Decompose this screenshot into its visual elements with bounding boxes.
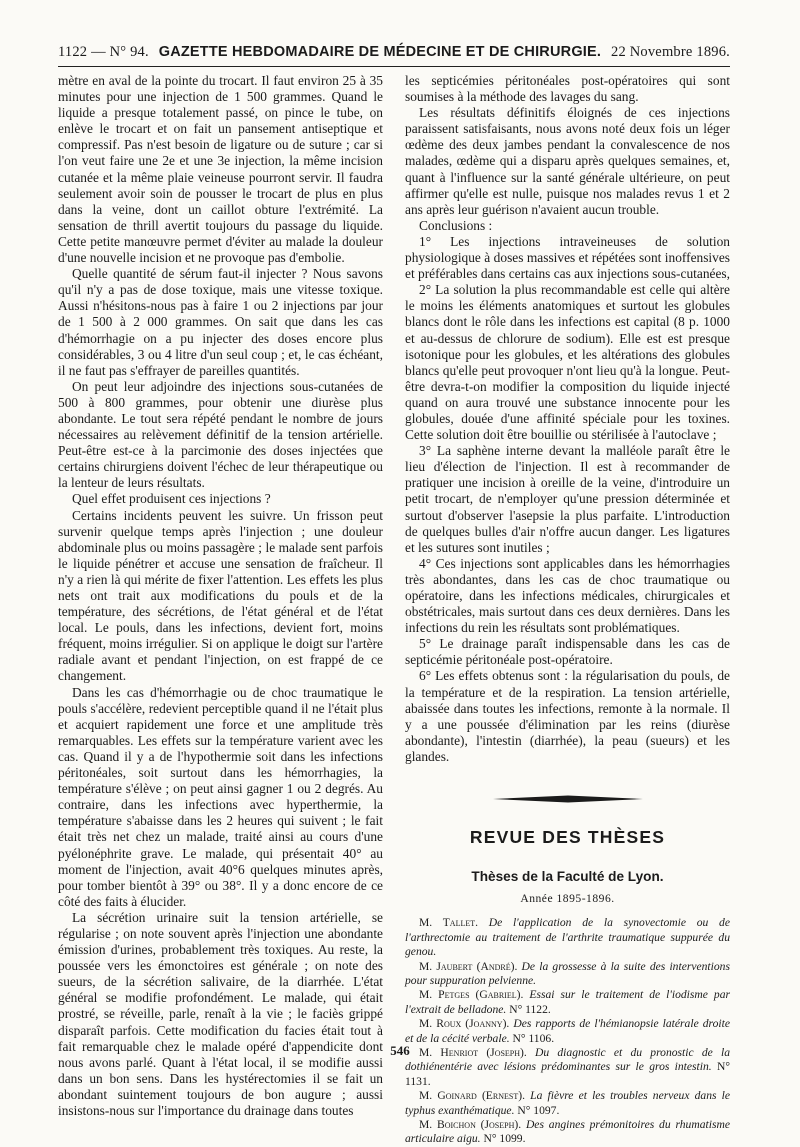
thesis-title: Du diagnostic et du pronostic de la dothiénentérie avec lésions prédominantes sur le gros intestin. xyxy=(405,1045,731,1074)
thesis-author: M. Jaubert (André). xyxy=(419,959,518,973)
academic-year: Année 1895-1896. xyxy=(520,892,615,906)
theses-list xyxy=(405,916,730,1147)
paragraph: les septicémies péritonéales post-opératoires qui sont soumises à la méthode des lavages du sang. xyxy=(405,73,730,105)
paragraph: Dans les cas d'hémorrhagie ou de choc traumatique le pouls s'accélère, redevient perceptible quand il ne l'était plus et acquiert rapidement une force et une amplitude très remarquables. Les effets sur la température varient avec les cas. Quand il y a de l'hypothermie soit dans les infections péritonéales, soit surtout dans les hémorrhagies, la température s'élève ; on peut ainsi gagner 1 ou 2 degrés. Au contraire, dans les infections avec hyperthermie, la température s'abaisse dans les 2 heures qui suivent ; le fait était très net chez un malade, traité ainsi au cours d'une pyélonéphrite grave. Le malade, qui présentait 40° au moment de l'injection, avait 40°6 quelques minutes après, pour tomber bientôt à 39° ou 38°. Il y a donc encore de ce côté des faits à élucider. xyxy=(58,684,383,909)
paragraph: La sécrétion urinaire suit la tension artérielle, se régularise ; on note souvent après l'injection une abondante émission d'urines, probablement très toxiques. Au reste, la poussée vers les émonctoires est générale ; on note des sueurs, de la sécrétion salivaire, de la diarrhée. L'état général se modifie profondément. Le malade, qui était prostré, se réveille, parle, renaît à la vie ; le faciès grippé disparaît parfois. Cette modification du facies était tout à fait remarquable chez le malade opéré d'appendicite dont nous avons parlé. Quant à l'état local, il se modifie aussi dans un bon sens. Dans les hystérectomies il se fait un abondant suintement toujours de bon augure ; aussi insistons-nous sur l'importance du drainage dans toutes xyxy=(58,909,383,1118)
thesis-entry xyxy=(405,960,730,989)
paragraph: Certains incidents peuvent les suivre. Un frisson peut survenir quelque temps après l'injection ; une douleur abdominale plus ou moins passagère ; le malade sent parfois le liquide pénétrer et accuse une sensation de fraîcheur. Il n'y a rien là qui mérite de fixer l'attention. Les effets les plus nets ont trait aux modifications du pouls et de la température, des sécrétions, de l'état général et de l'état local. Le pouls, dans les infections, devient fort, moins fréquent, moins irrégulier. Si on applique le doigt sur l'artère radiale avant et pendant l'injection, on est frappé de ce changement. xyxy=(58,507,383,684)
paragraph: 4° Ces injections sont applicables dans les hémorrhagies très abondantes, dans les cas de choc traumatique ou opératoire, dans les infections médicales, chirurgicales et obstétricales, mais surtout dans ces deux dernières. Dans les infections du rein les résultats sont problématiques. xyxy=(405,555,730,636)
paragraph: mètre en aval de la pointe du trocart. Il faut environ 25 à 35 minutes pour une injection de 1 500 grammes. Quand le liquide a presque totalement passé, on pince le tube, on enlève le trocart et on fait un pansement antiseptique et compressif. Pas n'est besoin de ligature ou de suture ; car si l'on veut faire une 2e et une 3e injection, la même incision cutanée et la même plaie veineuse pourront servir. Il faudra seulement avoir soin de pousser le trocart de plus en plus dans la veine, dont un caillot obture l'extrémité. La sensation de thrill avertit toujours du passage du liquide. Cette petite manœuvre permet d'éviter au malade la douleur d'une nouvelle incision et ne provoque pas d'embolie. xyxy=(58,73,383,266)
thesis-author: M. Tallet. xyxy=(419,916,479,930)
paragraph: 3° La saphène interne devant la malléole paraît être le lieu d'élection de l'injection. Il est à recommander de pratiquer une incision à oreille de la veine, d'introduire un petit trocart, de n'employer qu'une pression déterminée et surtout d'observer l'asepsie la plus parfaite. L'introduction de quelques bulles d'air n'offre aucun danger. Les ligatures et les sutures sont inutiles ; xyxy=(405,443,730,555)
thesis-number: N° 1097. xyxy=(517,1103,560,1117)
paragraph: Conclusions : xyxy=(419,217,493,233)
thesis-title: La fièvre et les troubles nerveux dans le typhus exanthématique. xyxy=(405,1089,730,1117)
thesis-title: Essai sur le traitement de l'iodisme par l'extrait de belladone. xyxy=(405,988,730,1016)
paragraph: Quel effet produisent ces injections ? xyxy=(72,491,271,507)
thesis-author: M. Henriot (Joseph). xyxy=(419,1045,527,1059)
ornamental-divider xyxy=(493,795,643,803)
subsection-title: Thèses de la Faculté de Lyon. xyxy=(471,869,664,885)
thesis-title: Des angines prémonitoires du rhumatisme articulaire aigu. xyxy=(405,1118,730,1146)
thesis-author: M. Roux (Joanny). xyxy=(419,1017,510,1031)
thesis-number: N° 1122. xyxy=(509,1002,551,1016)
thesis-title: De la grossesse à la suite des interventions pour suppuration pelvienne. xyxy=(405,959,730,987)
thesis-author: M. Goinard (Ernest). xyxy=(419,1089,525,1103)
running-header xyxy=(58,44,730,61)
thesis-number: N° 1106. xyxy=(512,1031,555,1045)
thesis-title: Des rapports de l'hémianopsie latérale droite et de la cécité verbale. xyxy=(405,1017,730,1045)
thesis-entry xyxy=(405,988,730,1017)
thesis-entry xyxy=(405,916,730,959)
thesis-author: M. Petges (Gabriel). xyxy=(419,988,524,1002)
paragraph: 1° Les injections intraveineuses de solution physiologique à doses massives et répétées sont inoffensives et préférables dans certains cas aux injections sous-cutanées, xyxy=(405,233,730,282)
paragraph: Les résultats définitifs éloignés de ces injections paraissent satisfaisants, nous avons noté deux fois un léger œdème des deux jambes pendant la convalescence de nos malades, œdème qui a disparu après quelques semaines, et, quant à l'influence sur la santé générale ultérieure, on peut affirmer qu'elle est nulle, puisque nos malades revus 1 et 2 ans après leur guérison n'avaient aucun trouble. xyxy=(405,105,730,217)
paragraph: 6° Les effets obtenus sont : la régularisation du pouls, de la température et de la respiration. La tension artérielle, abaissée dans toutes les infections, remonte à la normale. Il y a une poussée d'élimination par les reins (diurèse abondante), l'intestin (diarrhée), la peau (sueurs) et les glandes. xyxy=(405,668,730,764)
thesis-entry xyxy=(405,1118,730,1147)
thesis-number: N° 1131. xyxy=(405,1060,730,1088)
header-rule xyxy=(58,66,730,67)
header-journal-title: GAZETTE HEBDOMADAIRE DE MÉDECINE ET DE CHIRURGIE. xyxy=(158,44,602,60)
right-column xyxy=(405,73,730,1147)
header-date: 22 Novembre 1896. xyxy=(611,44,730,60)
page-number: 546 xyxy=(390,1043,410,1058)
thesis-author: M. Boichon (Joseph). xyxy=(419,1118,522,1131)
thesis-title: De l'application de la synovectomie ou de l'arthrectomie au traitement de l'arthrite traumatique suppurée du genou. xyxy=(405,916,730,959)
thesis-number: N° 1099. xyxy=(483,1132,526,1146)
paragraph: On peut leur adjoindre des injections sous-cutanées de 500 à 800 grammes, pour obtenir une diurèse plus abondante. Le tout sera répété pendant le nombre de jours nécessaires au relèvement définitif de la tension artérielle. Peut-être est-ce à la parcimonie des doses injectées que certains chirurgiens doivent l'échec de leur thérapeutique ou la lenteur de leurs résultats. xyxy=(58,378,383,491)
thesis-entry xyxy=(405,1089,730,1118)
section-title: REVUE DES THÈSES xyxy=(469,827,666,848)
left-column xyxy=(58,73,383,1119)
paragraph: 5° Le drainage paraît indispensable dans les cas de septicémie péritonéale post-opératoire. xyxy=(405,636,730,668)
thesis-entry xyxy=(405,1017,730,1046)
paragraph: 2° La solution la plus recommandable est celle qui altère le moins les éléments anatomiques et surtout les globules blancs dont le rôle dans les infections est capital (8 p. 1000 et au-dessus de chlorure de sodium). Elle est est presque isotonique pour les globules, et les altérations des globules blancs qu'elle peut provoquer n'ont lieu qu'à la longue. Peut-être devra-t-on modifier la composition du liquide injecté quand on aura trouvé une substance innocente pour les globules, douée d'une affinité spéciale pour les toxines. Cette solution doit être bouillie ou stérilisée à l'autoclave ; xyxy=(405,282,730,443)
paragraph: Quelle quantité de sérum faut-il injecter ? Nous savons qu'il n'y a pas de dose toxique, mais une vitesse toxique. Aussi n'hésitons-nous pas à faire 1 ou 2 injections par jour de 1 500 à 2 000 grammes. On sait que dans les cas d'hémorrhagie on a pu injecter des doses encore plus considérables, 3 ou 4 litre d'un seul coup ; et, le cas échéant, il ne faut pas s'effrayer de pareilles quantités. xyxy=(58,266,383,378)
header-issue-number: 1122 — N° 94. xyxy=(58,44,149,60)
